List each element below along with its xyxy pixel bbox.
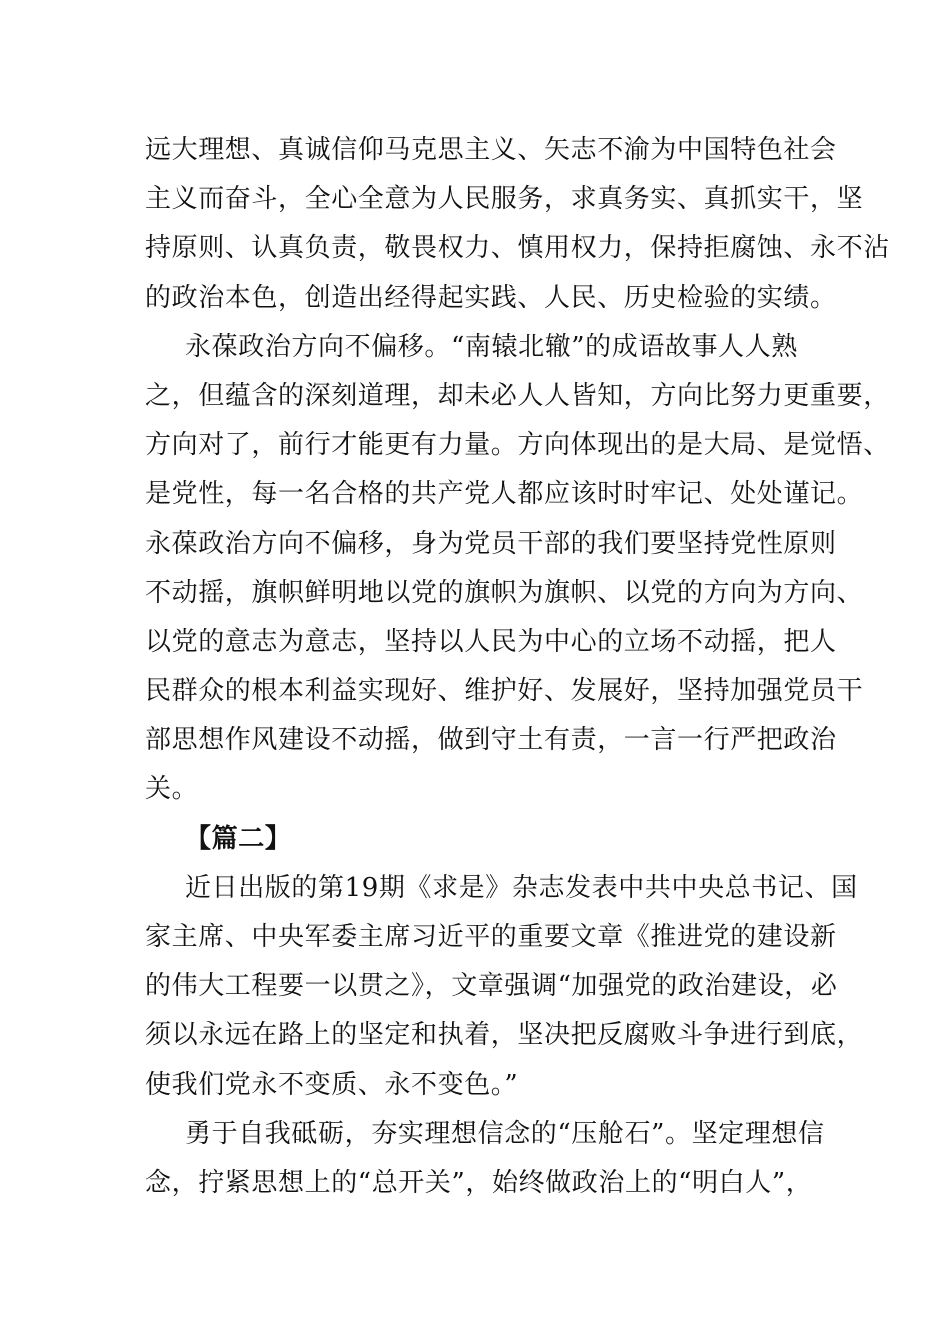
text-line: 使我们党永不变质、永不变色。”	[145, 1069, 519, 1100]
section-heading	[145, 815, 809, 864]
paragraph	[145, 126, 890, 323]
text-line: 是党性，每一名合格的共产党人都应该时时牢记、处处谨记。	[145, 479, 864, 510]
heading-text: 【篇二】	[185, 823, 292, 854]
text-line: 以党的意志为意志，坚持以人民为中心的立场不动摇，把人	[145, 626, 837, 657]
text-line: 永葆政治方向不偏移。“南辕北辙”的成语故事人人熟	[185, 331, 798, 362]
text-line: 之，但蕴含的深刻道理，却未必人人皆知，方向比努力更重要，	[145, 380, 890, 411]
text-line: 不动摇，旗帜鲜明地以党的旗帜为旗帜、以党的方向为方向、	[145, 577, 864, 608]
text-line: 家主席、中央军委主席习近平的重要文章《推进党的建设新	[145, 922, 837, 952]
text-line: 远大理想、真诚信仰马克思主义、矢志不渝为中国特色社会	[145, 135, 837, 165]
text-line: 民群众的根本利益实现好、维护好、发展好，坚持加强党员干	[145, 676, 864, 707]
paragraph	[145, 1110, 825, 1208]
text-line: 方向对了，前行才能更有力量。方向体现出的是大局、是觉悟、	[145, 430, 890, 461]
text-line: 的政治本色，创造出经得起实践、人民、历史检验的实绩。	[145, 282, 837, 313]
text-line: 须以永远在路上的坚定和执着，坚决把反腐败斗争进行到底，	[145, 1020, 864, 1051]
document-page	[145, 126, 890, 1208]
text-line: 的伟大工程要一以贯之》，文章强调“加强党的政治建设，必	[145, 971, 838, 1002]
paragraph	[145, 323, 890, 815]
text-line: 永葆政治方向不偏移，身为党员干部的我们要坚持党性原则	[145, 528, 837, 559]
text-line: 近日出版的第19期《求是》杂志发表中共中央总书记、国	[185, 872, 858, 903]
text-line: 持原则、认真负责，敬畏权力、慎用权力，保持拒腐蚀、永不沾	[145, 233, 890, 264]
paragraph	[145, 864, 864, 1110]
text-line: 主义而奋斗，全心全意为人民服务，求真务实、真抓实干，坚	[145, 184, 864, 215]
text-line: 关。	[145, 774, 199, 805]
text-line: 勇于自我砥砺，夯实理想信念的“压舱石”。坚定理想信	[185, 1118, 825, 1149]
text-line: 念，拧紧思想上的“总开关”，始终做政治上的“明白人”，	[145, 1167, 813, 1198]
text-line: 部思想作风建设不动摇，做到守土有责，一言一行严把政治	[145, 725, 837, 756]
